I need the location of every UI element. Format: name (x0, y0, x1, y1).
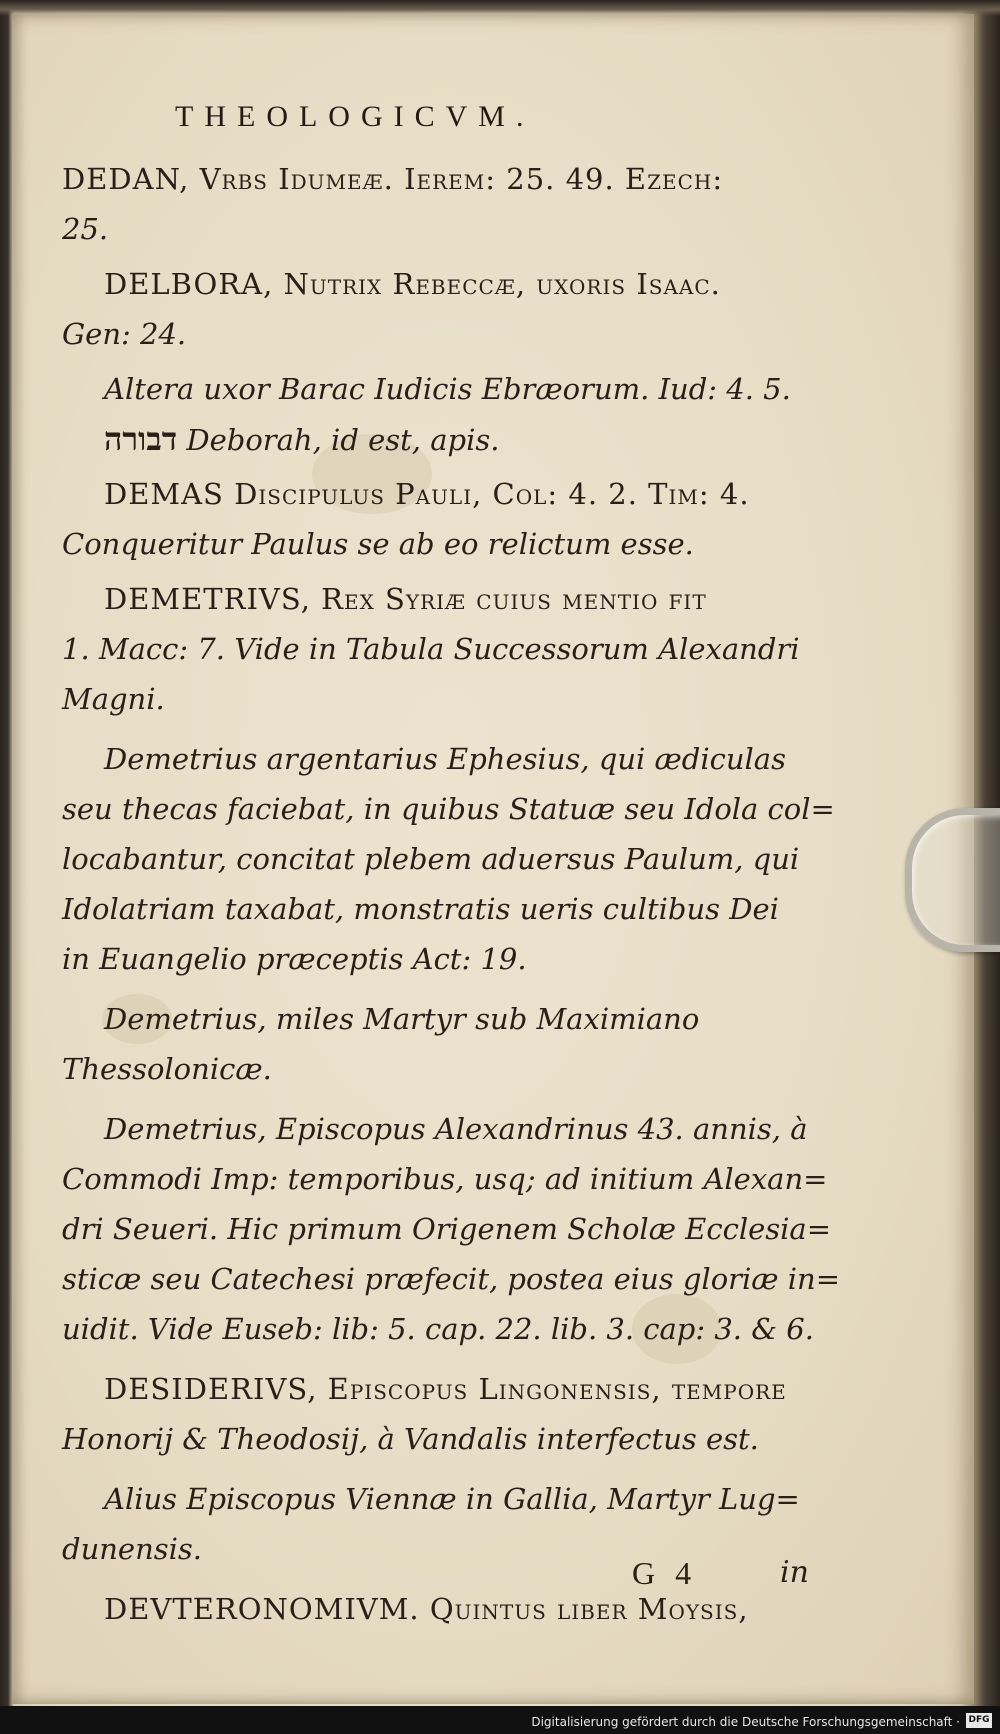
text-line: sticæ seu Catechesi præfecit, postea eius gloriæ in= (62, 1262, 841, 1296)
text-line: DELBORA, Nutrix Rebeccæ, uxoris Isaac. (104, 267, 721, 301)
text-line: seu thecas faciebat, in quibus Statuæ seu Idola col= (62, 792, 835, 826)
text-line: Conqueritur Paulus se ab eo relictum esse. (62, 527, 694, 561)
text-line: Gen: 24. (62, 317, 187, 351)
text-line: Demetrius, Episcopus Alexandrinus 43. annis, à (104, 1112, 808, 1146)
text-line: uidit. Vide Euseb: lib: 5. cap. 22. lib. 3. cap: 3. & 6. (62, 1312, 814, 1346)
dfg-logo: DFG (966, 1713, 992, 1728)
text-line: locabantur, concitat plebem aduersus Paulum, qui (62, 842, 800, 876)
text-line: dunensis. (62, 1532, 203, 1566)
text-line: 25. (62, 212, 109, 246)
text-line: Thessolonicæ. (62, 1052, 272, 1086)
text-line: DEMAS Discipulus Pauli, Col: 4. 2. Tim: 4. (104, 477, 750, 511)
text-line: Deborah, id est, apis. (186, 423, 500, 457)
text-line: dri Seueri. Hic primum Origenem Scholæ Ecclesia= (62, 1212, 832, 1246)
text-line: DEDAN, Vrbs Idumeæ. Ierem: 25. 49. Ezech: (62, 162, 724, 196)
text-line: DEMETRIVS, Rex Syriæ cuius mentio fit (104, 582, 707, 616)
text-line: DEVTERONOMIVM. Quintus liber Moysis, (104, 1592, 749, 1626)
text-line: Demetrius, miles Martyr sub Maximiano (104, 1002, 700, 1036)
text-line-hebrew (104, 415, 499, 464)
text-line: DESIDERIVS, Episcopus Lingonensis, tempore (104, 1372, 787, 1406)
signature-mark: G 4 (632, 1555, 698, 1591)
page-clip (905, 808, 1000, 952)
text-line: Idolatriam taxabat, monstratis ueris cultibus Dei (62, 892, 779, 926)
text-line: Altera uxor Barac Iudicis Ebræorum. Iud: 4. 5. (104, 372, 791, 406)
text-line: in Euangelio præceptis Act: 19. (62, 942, 527, 976)
text-line: 1. Macc: 7. Vide in Tabula Successorum Alexandri (62, 632, 800, 666)
footer-credit: Digitalisierung gefördert durch die Deutsche Forschungsgemeinschaft · (531, 1715, 960, 1729)
text-line: Commodi Imp: temporibus, usq; ad initium Alexan= (62, 1162, 828, 1196)
text-line: Honorij & Theodosij, à Vandalis interfectus est. (62, 1422, 759, 1456)
text-line: Demetrius argentarius Ephesius, qui ædiculas (104, 742, 786, 776)
hebrew-word: דבורה (104, 420, 178, 458)
catchword: in (780, 1555, 809, 1590)
running-head: THEOLOGICVM. (175, 100, 535, 133)
text-line: Alius Episcopus Viennæ in Gallia, Martyr Lug= (104, 1482, 800, 1516)
text-line: Magni. (62, 682, 165, 716)
